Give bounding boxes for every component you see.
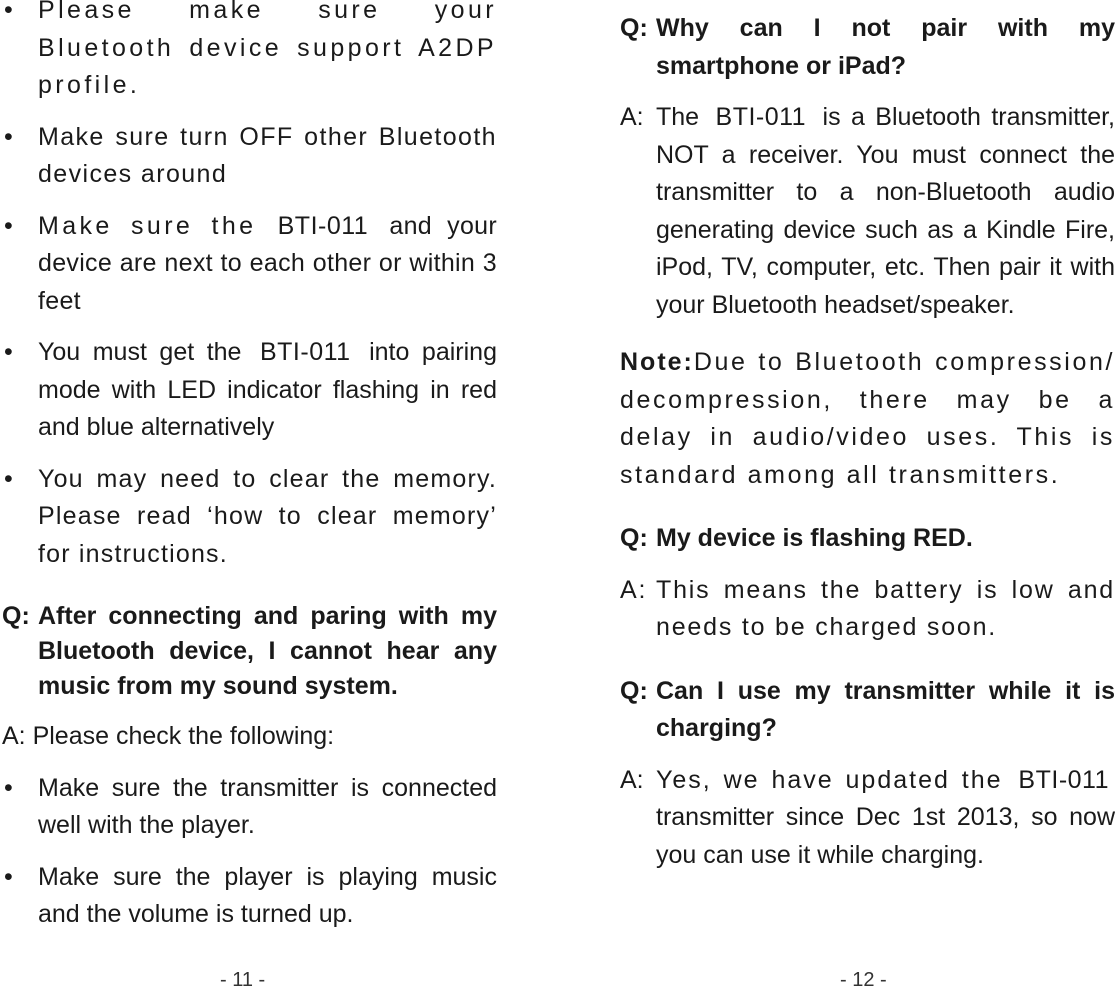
answer-intro: A: Please check the following:	[2, 722, 335, 750]
question-text: My device is flashing RED.	[656, 524, 973, 552]
answer	[620, 762, 1115, 875]
bullet-text: into pairing mode with LED indicator flashing in red and blue alternatively	[38, 338, 497, 441]
bullet-text: and your device are next to each other or within 3 feet	[38, 211, 497, 315]
model-name: BTI-011	[277, 211, 369, 240]
answer-prefix: A:	[620, 765, 644, 794]
answer-text: Yes, we have updated the	[656, 765, 1003, 794]
question-prefix: Q:	[620, 676, 648, 705]
answer-text: is a Bluetooth transmitter, NOT a receiver. You must connect the transmitter to a non-Bluetooth audio generating device such as a Kindle Fire, iPod, TV, computer, etc. Then pair it with your Bluetooth headset/speaker.	[656, 103, 1115, 319]
page-number-left: - 11 -	[220, 969, 266, 991]
bullet-dot: •	[4, 211, 14, 240]
bullet-item	[2, 859, 497, 934]
answer-prefix: A:	[620, 575, 648, 604]
answer	[620, 99, 1115, 324]
bullet-text: Please make sure your Bluetooth device support A2DP profile.	[38, 0, 497, 99]
bullet-dot: •	[4, 464, 14, 493]
question-text: Why can I not pair with my smartphone or iPad?	[656, 14, 1115, 80]
question	[2, 599, 497, 704]
answer-text: The	[656, 103, 700, 131]
page-number-right: - 12 -	[840, 969, 887, 991]
bullet-text: Make sure turn OFF other Bluetooth devices around	[38, 122, 497, 188]
bullet-item	[2, 334, 497, 447]
bullet-item	[2, 119, 497, 194]
right-page	[620, 0, 1115, 996]
bullet-dot: •	[4, 122, 15, 151]
bullet-dot: •	[4, 773, 13, 802]
bullet-dot: •	[4, 0, 17, 24]
note-text: Due to Bluetooth compression/ decompression, there may be a delay in audio/video uses. This is standard among all transmitters.	[620, 348, 1115, 489]
question	[620, 673, 1115, 748]
bullet-text: Make sure the player is playing music and the volume is turned up.	[38, 862, 497, 928]
bullet-text: You may need to clear the memory. Please read ‘how to clear memory’ for instructions.	[38, 464, 497, 568]
bullet-item	[2, 461, 497, 574]
note-label: Note:	[620, 348, 694, 376]
model-name: BTI-011	[1018, 765, 1109, 794]
answer-prefix: A:	[620, 103, 644, 131]
question-text: Can I use my transmitter while it is charging?	[656, 676, 1115, 742]
bullet-dot: •	[4, 338, 13, 366]
answer	[620, 572, 1115, 647]
question-prefix: Q:	[620, 14, 648, 42]
model-name: BTI-011	[259, 338, 351, 366]
bullet-dot: •	[4, 862, 13, 891]
bullet-item	[2, 208, 497, 321]
bullet-text: You must get the	[38, 338, 242, 366]
answer-text: transmitter since Dec 1st 2013, so now you can use it while charging.	[656, 803, 1115, 869]
bullet-item	[2, 770, 497, 845]
answer-text: This means the battery is low and needs to be charged soon.	[656, 575, 1115, 641]
note	[620, 344, 1115, 494]
question-prefix: Q:	[2, 602, 30, 630]
question	[620, 520, 1115, 558]
bullet-text: Make sure the transmitter is connected well with the player.	[38, 773, 497, 839]
model-name: BTI-011	[715, 103, 807, 131]
bullet-text: Make sure the	[38, 211, 257, 240]
bullet-item	[2, 0, 497, 105]
question-prefix: Q:	[620, 524, 648, 552]
question	[620, 10, 1115, 85]
left-page	[2, 0, 497, 996]
question-text: After connecting and paring with my Bluetooth device, I cannot hear any music from my sound system.	[38, 602, 497, 700]
